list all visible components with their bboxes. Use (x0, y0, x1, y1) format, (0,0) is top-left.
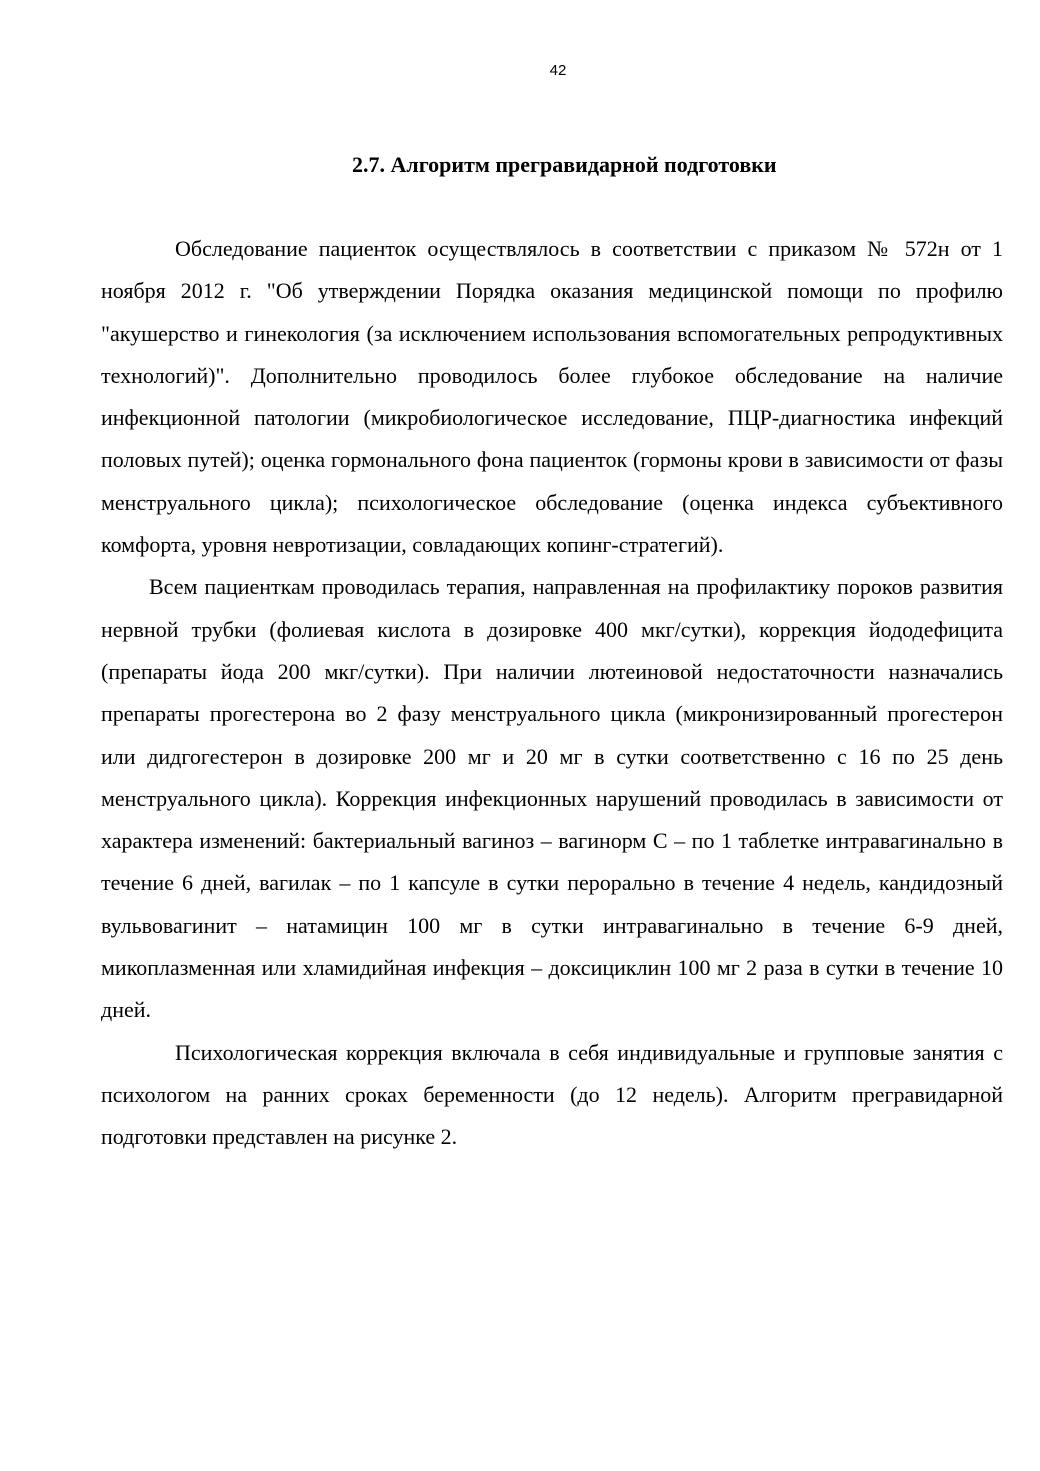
paragraph-examination: Обследование пациенток осуществлялось в соответствии с приказом № 572н от 1 ноября 2012 г. "Об утверждении Порядка оказания медицинской помощи по профилю "акушерство и гинекология (за исключением использования вспомогательных репродуктивных технологий)". Дополнительно проводилось более глубокое обследование на наличие инфекционной патологии (микробиологическое исследование, ПЦР-диагностика инфекций половых путей); оценка гормонального фона пациенток (гормоны крови в зависимости от фазы менструального цикла); психологическое обследование (оценка индекса субъективного комфорта, уровня невротизации, совладающих копинг-стратегий). (101, 236, 1003, 558)
paragraph-psychological-correction: Психологическая коррекция включала в себя индивидуальные и групповые занятия с психологом на ранних сроках беременности (до 12 недель). Алгоритм прегравидарной подготовки представлен на рисунке 2. (101, 1039, 1003, 1150)
page-number: 42 (549, 62, 567, 79)
section-heading: 2.7. Алгоритм прегравидарной подготовки (352, 152, 777, 177)
paragraph-therapy: Всем пациенткам проводилась терапия, направленная на профилактику пороков развития нервной трубки (фолиевая кислота в дозировке 400 мкг/сутки), коррекция йододефицита (препараты йода 200 мкг/сутки). При наличии лютеиновой недостаточности назначались препараты прогестерона во 2 фазу менструального цикла (микронизированный прогестерон или дидгогестерон в дозировке 200 мг и 20 мг в сутки соответственно с 16 по 25 день менструального цикла). Коррекция инфекционных нарушений проводилась в зависимости от характера изменений: бактериальный вагиноз – вагинорм С – по 1 таблетке интравагинально в течение 6 дней, вагилак – по 1 капсуле в сутки перорально в течение 4 недель, кандидозный вульвовагинит – натамицин 100 мг в сутки интравагинально в течение 6-9 дней, микоплазменная или хламидийная инфекция – доксициклин 100 мг 2 раза в сутки в течение 10 дней. (101, 574, 1003, 1023)
body-text (101, 228, 1003, 1159)
